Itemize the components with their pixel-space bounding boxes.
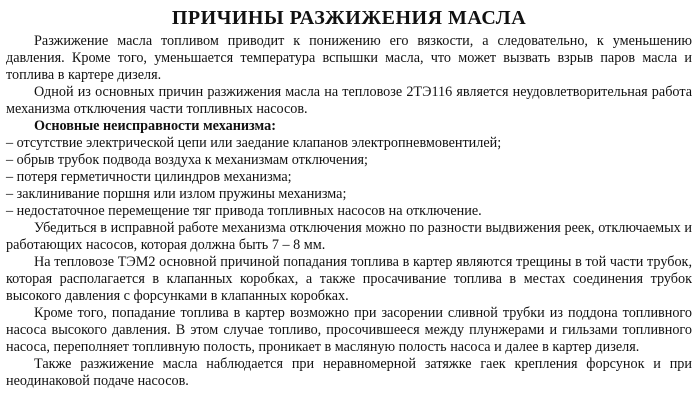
- paragraph-oil-dilution-effects: Разжижение масла топливом приводит к понижению его вязкости, а следовательно, к уменьшению давления. Кроме того, уменьшается температура вспышки масла, что может вызвать взрыв паров масла и топлива в картере дизеля.: [6, 33, 692, 83]
- paragraph-drain-tube: Кроме того, попадание топлива в картер возможно при засорении сливной трубки из поддона топливного насоса высокого давления. В этом случае топливо, просочившееся между плунжерами и гильзами топливного насоса, переполняет топливную полость, проникает в масляную полость насоса и далее в картер дизеля.: [6, 305, 692, 355]
- defect-item-air-tube-break: – обрыв трубок подвода воздуха к механизмам отключения;: [6, 152, 368, 168]
- paragraph-main-cause-2te116: Одной из основных причин разжижения масла на тепловозе 2ТЭ116 является неудовлетворительная работа механизма отключения части топливных насосов.: [6, 84, 692, 117]
- defects-heading: Основные неисправности механизма:: [34, 118, 276, 134]
- paragraph-injector-nuts: Также разжижение масла наблюдается при неравномерной затяжке гаек крепления форсунок и при неодинаковой подаче насосов.: [6, 356, 692, 389]
- defect-item-linkage-travel: – недостаточное перемещение тяг привода топливных насосов на отключение.: [6, 203, 482, 219]
- defects-list: [6, 135, 692, 220]
- paragraph-tem2-cause: На тепловозе ТЭМ2 основной причиной попадания топлива в картер являются трещины в той части трубок, которая располагается в клапанных коробках, а также просачивание топлива в местах соединения трубок высокого давления с форсунками в клапанных коробках.: [6, 254, 692, 304]
- paragraph-rack-check: Убедиться в исправной работе механизма отключения можно по разности выдвижения реек, отключаемых и работающих насосов, которая должна быть 7 – 8 мм.: [6, 220, 692, 253]
- defect-item-cylinder-leak: – потеря герметичности цилиндров механизма;: [6, 169, 292, 185]
- defect-item-piston-jam: – заклинивание поршня или излом пружины механизма;: [6, 186, 347, 202]
- defect-item-electric-circuit: – отсутствие электрической цепи или заедание клапанов электропневмовентилей;: [6, 135, 502, 151]
- document-title: ПРИЧИНЫ РАЗЖИЖЕНИЯ МАСЛА: [171, 7, 527, 29]
